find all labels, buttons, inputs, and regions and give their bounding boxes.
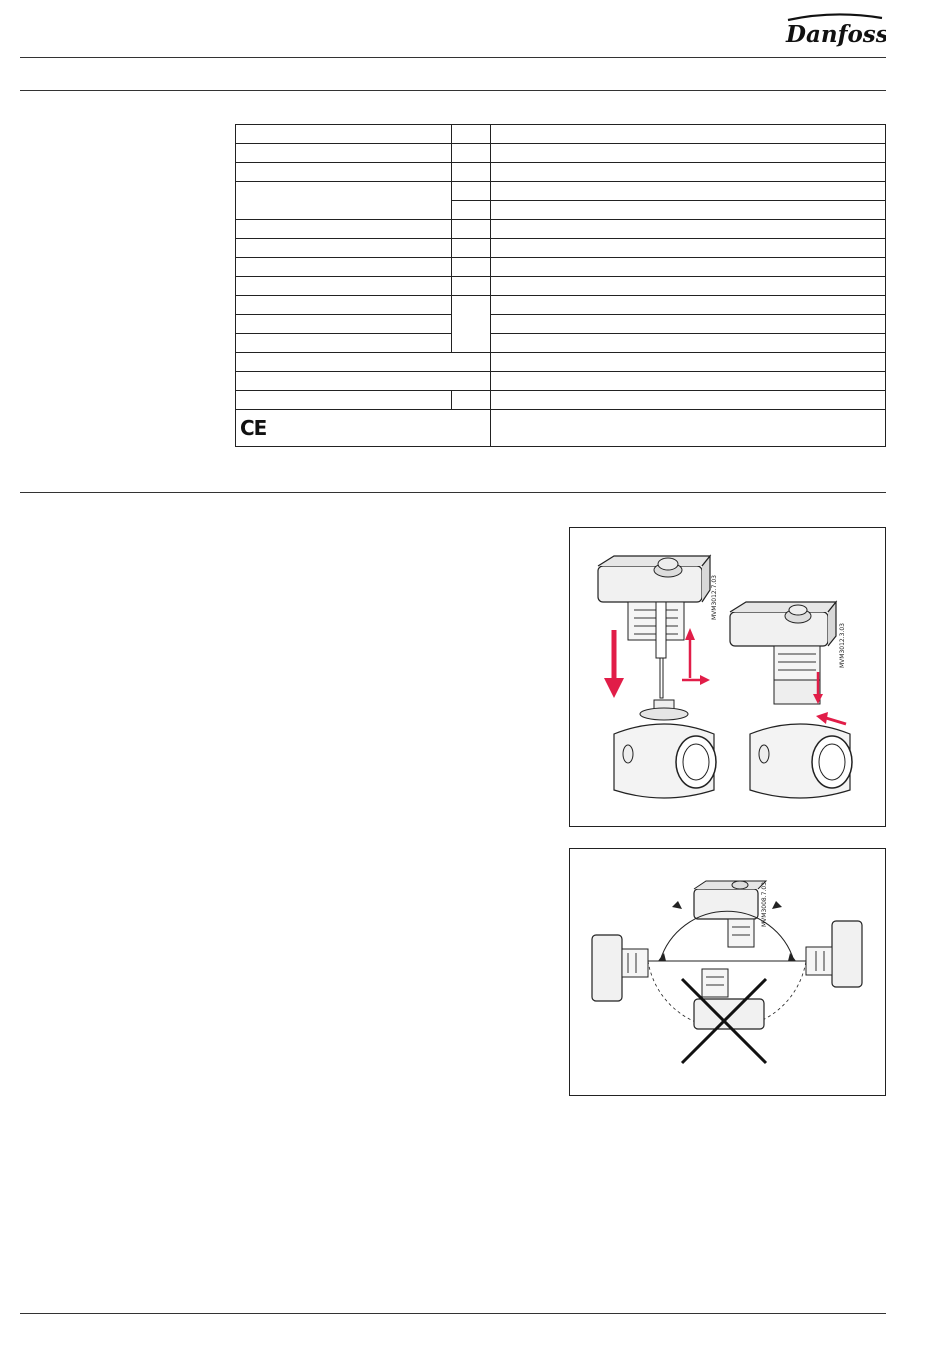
table-row (236, 372, 886, 391)
header-rule-bottom (20, 90, 886, 91)
table-row (236, 182, 886, 201)
danfoss-logo (782, 12, 886, 50)
figure-ref-left: MVM3012.7.03 (711, 575, 718, 620)
table-row (236, 163, 886, 182)
figure-ref: MVM3008.7.03 (761, 882, 768, 927)
mounting-illustration (570, 528, 885, 826)
header-rule-top (20, 57, 886, 58)
arc-arrow-icon (772, 901, 782, 909)
table-row (236, 296, 886, 315)
logo-wordmark: Danfoss (786, 21, 886, 48)
figure-orientation (569, 848, 886, 1096)
section-rule (20, 492, 886, 493)
table-row (236, 315, 886, 334)
table-row (236, 391, 886, 410)
ce-mark: CE (240, 416, 267, 440)
orientation-illustration (570, 849, 885, 1095)
spec-table (235, 124, 886, 447)
table-row (236, 125, 886, 144)
figure-ref-right: MVM3012.3.03 (839, 623, 846, 668)
table-row (236, 239, 886, 258)
figure-mounting (569, 527, 886, 827)
table-row (236, 220, 886, 239)
danfoss-logo-mark (782, 12, 886, 50)
up-arrow-icon (685, 628, 695, 640)
table-row (236, 334, 886, 353)
table-row (236, 410, 886, 447)
down-arrow-icon (604, 678, 624, 698)
table-row (236, 258, 886, 277)
table-row (236, 353, 886, 372)
table-row (236, 144, 886, 163)
left-arrow-icon (816, 712, 828, 724)
right-arrow-icon (700, 675, 710, 685)
table-row (236, 277, 886, 296)
arc-arrow-icon (672, 901, 682, 909)
footer-rule (20, 1313, 886, 1314)
